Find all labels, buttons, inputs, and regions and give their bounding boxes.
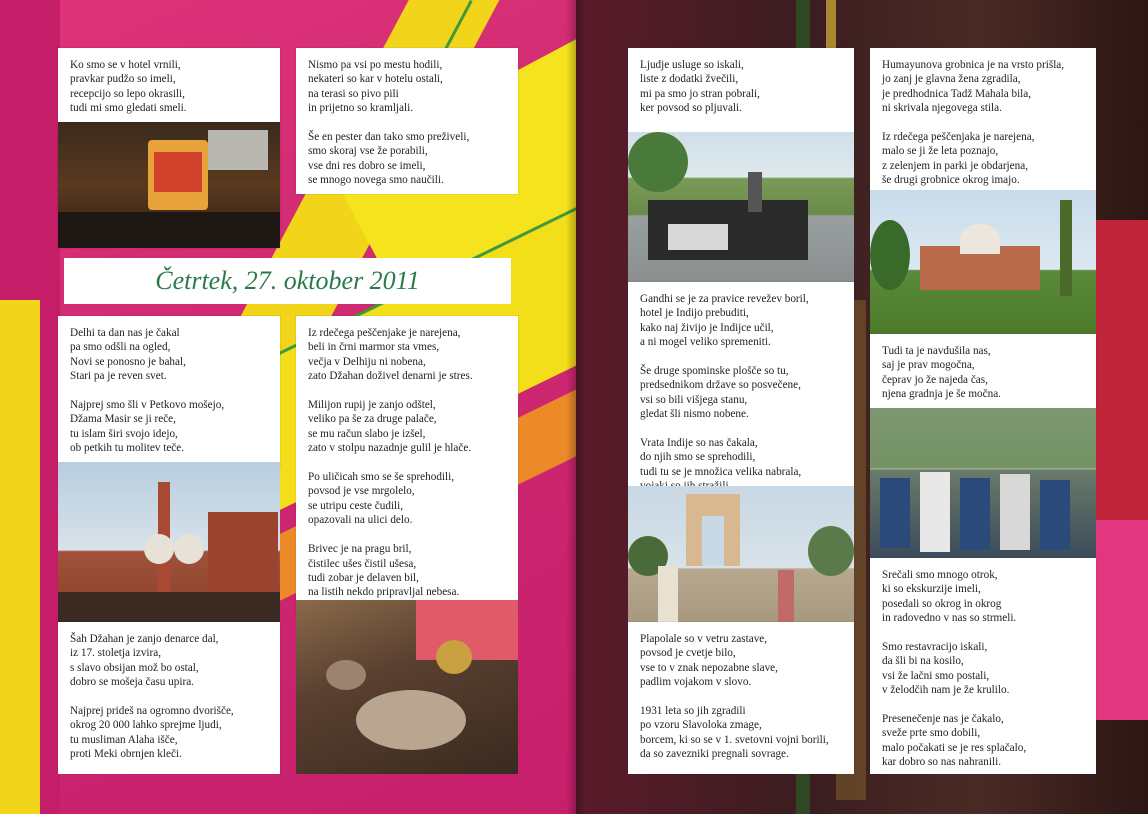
poem-card-r-col2-top: [870, 48, 1096, 194]
poem-card-r-col1-bottom: [628, 622, 854, 774]
poem-text: Nismo pa vsi po mestu hodili, nekateri so kar v hotelu ostali, na terasi so pivo pili in prijetno so kramljali. Še en pester dan tako smo preživeli, smo skoraj vse že porabili, vse dni res dobro se imeli, se mnogo novega smo naučili.: [308, 59, 470, 187]
date-heading-banner: [64, 258, 511, 304]
hotel-reception-photo: [58, 122, 280, 248]
poem-text: Srečali smo mnogo otrok, ki so ekskurzije imeli, posedali so okrog in okrog in radovedno v nas so strmeli. Smo restavracijo iskali, da šli bi na kosilo, vsi že lačni smo postali, v želodčih nam je že krulilo. Presenečenje nas je čakalo, sveže prte smo dobili, malo počakati se je res splačalo, kar dobro so nas nahranili.: [882, 569, 1027, 769]
poem-text: Iz rdečega peščenjake je narejena, beli in črni marmor sta vmes, večja v Delhiju ni nobena, zato Džahan doživel denarni je stres. Milijon rupij je zanjo odštel, veliko pa še za druge palače, se mu račun slabo je izšel, zato v stolpu nazadnje gulil je hlače. Po uličicah smo se še sprehodili, povsod je vse mrgolelo, se utripu ceste čudili, opazovali na ulici delo. Brivec je na pragu bril, čistilec ušes čistil ušesa, tudi zobar je delaven bil, na listih nekdo pripravljal nebesa.: [308, 327, 473, 599]
poem-text: Ko smo se v hotel vrnili, pravkar pudžo so imeli, recepcijo so lepo okrasili, tudi mi smo gledati smeli.: [70, 59, 187, 115]
humayun-tomb-photo: [870, 190, 1096, 334]
gandhi-memorial-photo: [628, 132, 854, 282]
school-children-photo: [870, 408, 1096, 560]
poem-card-r-col1-mid: [628, 282, 854, 488]
india-gate-photo: [628, 486, 854, 622]
date-heading: Četrtek, 27. oktober 2011: [155, 266, 420, 295]
poem-text: Delhi ta dan nas je čakal pa smo odšli na ogled, Novi se ponosno je bahal, Stari pa je reven svet. Najprej smo šli v Petkovo mošejo, Džama Masir se ji reče, tu islam širi svojo idejo, ob petkih tu molitev teče.: [70, 327, 225, 455]
poem-card-col1-top: [58, 316, 280, 466]
poem-text: Plapolale so v vetru zastave, povsod je cvetje bilo, vse to v znak nepozabne slave, padlim vojakom v slovo. 1931 leta so jih zgradili po vzoru Slavoloka zmage, borcem, ki so se v 1. svetovni vojni borili, da so zavezniki pregnali sovrage.: [640, 633, 829, 761]
blur-pink-tassel: [1096, 520, 1148, 720]
poem-card-r-col2-bottom: [870, 558, 1096, 774]
jama-masjid-photo: [58, 462, 280, 622]
page-gutter: [566, 0, 586, 814]
poem-text: Gandhi se je za pravice revežev boril, hotel je Indijo prebuditi, kako naj živijo je Indijce učil, a ni mogel veliko spremeniti. Še druge spominske plošče so tu, predsednikom države so posvečene, vsi so bili višjega stanu, gledat šli nismo nobene. Vrata Indije so nas čakala, do njih smo se sprehodili, tudi tu se je množica velika nabrala,: [640, 293, 809, 478]
poem-text: Šah Džahan je zanjo denarce dal, iz 17. stoletja izvira, s slavo obsijan mož bo ostal, dobro se mošeja času upira. Najprej prideš na ogromno dvorišče, okrog 20 000 lahko sprejme ljudi, tu musliman Alaha išče, proti Meki obrnjen kleči.: [70, 633, 234, 761]
poem-card-col1-bottom: [58, 622, 280, 774]
poem-text: Humayunova grobnica je na vrsto prišla, jo zanj je glavna žena zgradila, je predhodnica Tadž Mahala bila, ni skrivala njegovega stila. Iz rdečega peščenjaka je narejena, malo se ji že leta poznajo, z zelenjem in parki je obdarjena, še drugi grobnice okrog imajo.: [882, 59, 1065, 187]
street-vendor-photo: [296, 600, 518, 774]
poem-card-col2: [296, 316, 518, 616]
yellow-left-edge: [0, 300, 40, 814]
poem-card-r-col1-top: [628, 48, 854, 132]
poem-text: Ljudje usluge so iskali, liste z dodatki žvečili, mi pa smo jo stran pobrali, ker povsod so pljuvali.: [640, 59, 760, 115]
poem-card-top-2: [296, 48, 518, 194]
poem-text: Tudi ta je navdušila nas, saj je prav mogočna, čeprav jo že najeda čas, njena gradnja je še močna.: [882, 345, 1001, 401]
poem-card-r-col2-mid: [870, 334, 1096, 410]
